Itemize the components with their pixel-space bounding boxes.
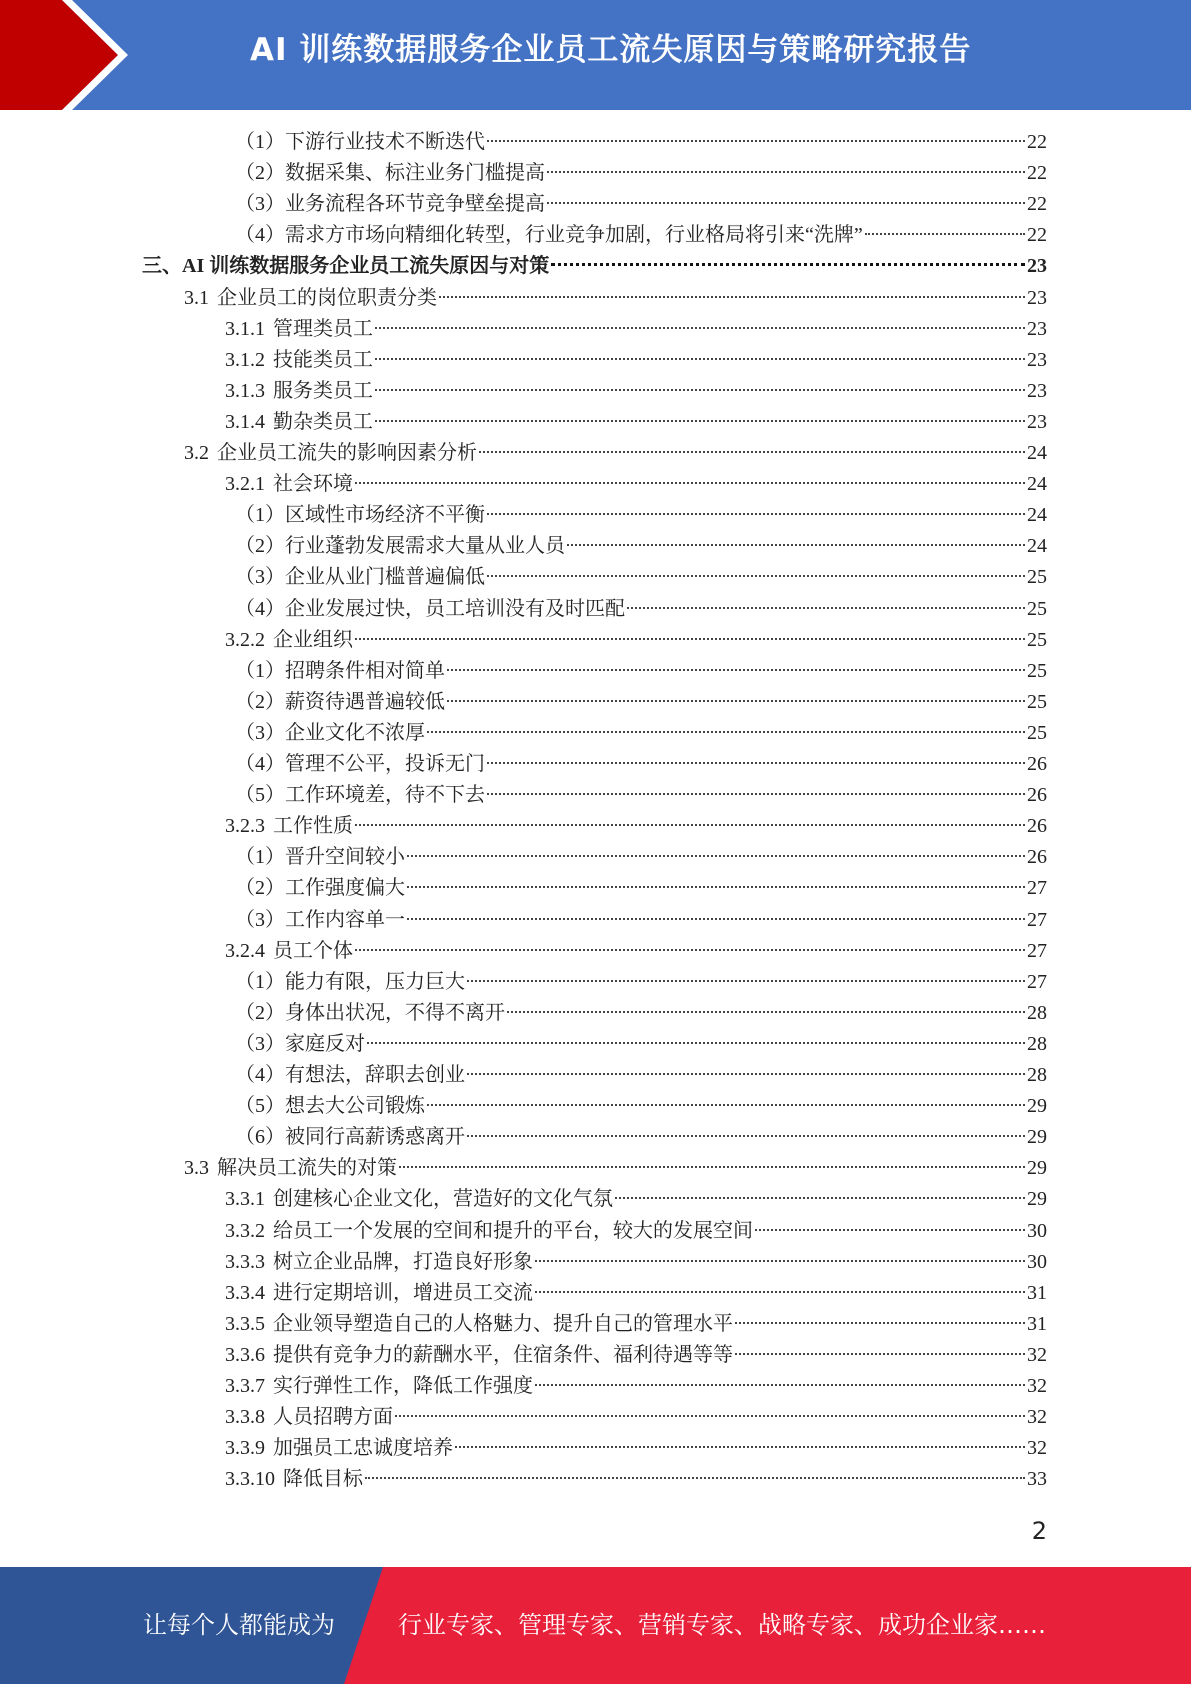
toc-entry-page: 32: [1027, 1343, 1047, 1366]
toc-entry-label: [235, 220, 863, 251]
toc-entry-text: （1）能力有限，压力巨大: [235, 970, 465, 993]
toc-entry[interactable]: [184, 283, 1047, 314]
page-number: 2: [1031, 1517, 1047, 1545]
toc-entry[interactable]: [235, 718, 1047, 749]
header-title: AI 训练数据服务企业员工流失原因与策略研究报告: [250, 32, 972, 68]
toc-entry-text: （6）被同行高薪诱惑离开: [235, 1126, 465, 1149]
toc-entry-page: 25: [1027, 566, 1047, 589]
toc-entry-page: 23: [1027, 317, 1047, 340]
toc-entry[interactable]: [235, 967, 1047, 998]
toc-entry-text: （1）招聘条件相对简单: [235, 659, 445, 682]
toc-entry[interactable]: [225, 314, 1047, 345]
toc-entry-text: （2）身体出状况，不得不离开: [235, 1001, 505, 1024]
toc-entry-label: [225, 345, 373, 376]
toc-entry[interactable]: [142, 251, 1047, 282]
toc-entry-text: （5）想去大公司锻炼: [235, 1095, 425, 1118]
toc-entry-label: [235, 718, 425, 749]
toc-entry-text: 解决员工流失的对策: [217, 1157, 397, 1180]
toc-entry[interactable]: [225, 811, 1047, 842]
toc-entry-page: 28: [1027, 1032, 1047, 1055]
toc-dot-leader: [535, 1384, 1025, 1386]
toc-entry[interactable]: [225, 1402, 1047, 1433]
toc-entry-text: 勤杂类员工: [273, 410, 373, 433]
toc-entry-text: （3）企业文化不浓厚: [235, 721, 425, 744]
toc-entry-page: 25: [1027, 721, 1047, 744]
toc-entry-text: （3）工作内容单一: [235, 908, 405, 931]
toc-entry-text: 加强员工忠诚度培养: [273, 1437, 453, 1460]
toc-entry-text: （4）有想法，辞职去创业: [235, 1064, 465, 1086]
toc-entry-label: [235, 1060, 465, 1091]
toc-dot-leader: [535, 1260, 1025, 1262]
toc-dot-leader: [375, 389, 1025, 391]
toc-entry-number: 3.3.3: [225, 1250, 265, 1273]
toc-entry-page: 29: [1027, 1095, 1047, 1118]
toc-dot-leader: [399, 1166, 1025, 1168]
toc-entry[interactable]: [235, 998, 1047, 1029]
toc-entry-number: 3.2: [184, 442, 209, 464]
toc-entry[interactable]: [235, 127, 1047, 158]
toc-dot-leader: [427, 1104, 1025, 1106]
toc-entry-label: [225, 407, 373, 438]
toc-entry-label: [225, 811, 353, 842]
toc-entry-text: 企业员工的岗位职责分类: [217, 286, 437, 309]
toc-entry[interactable]: [225, 1464, 1047, 1495]
toc-entry-label: [235, 842, 405, 873]
toc-entry-number: 3.1: [184, 286, 209, 309]
toc-entry-label: [225, 625, 353, 656]
toc-dot-leader: [375, 420, 1025, 422]
toc-entry-label: [225, 1464, 363, 1495]
toc-entry-label: [225, 1433, 453, 1464]
toc-dot-leader: [375, 327, 1025, 329]
toc-entry-label: [235, 998, 505, 1029]
toc-dot-leader: [355, 638, 1025, 640]
toc-entry[interactable]: [225, 1433, 1047, 1464]
toc-entry-page: 28: [1027, 1064, 1047, 1086]
toc-entry-label: [225, 1247, 533, 1278]
toc-entry[interactable]: [235, 873, 1047, 904]
toc-entry-page: 31: [1027, 1281, 1047, 1304]
toc-entry-label: [184, 1153, 397, 1184]
toc-entry[interactable]: [235, 1122, 1047, 1153]
toc-dot-leader: [487, 762, 1025, 764]
toc-entry-page: 29: [1027, 1157, 1047, 1180]
toc-dot-leader: [487, 140, 1025, 142]
toc-entry-text: （1）晋升空间较小: [235, 846, 405, 869]
toc-entry-text: 管理类员工: [273, 317, 373, 340]
toc-entry-text: 树立企业品牌，打造良好形象: [273, 1250, 533, 1273]
toc-entry-label: [235, 158, 545, 189]
toc-dot-leader: [355, 949, 1025, 951]
toc-entry-text: （2）薪资待遇普遍较低: [235, 690, 445, 713]
toc-dot-leader: [467, 1135, 1025, 1137]
toc-entry-text: （5）工作环境差，待不下去: [235, 784, 485, 807]
toc-entry-label: [235, 873, 405, 904]
toc-dot-leader: [547, 202, 1025, 204]
toc-entry-number: 3.3.7: [225, 1375, 265, 1397]
toc-entry-label: [235, 1029, 365, 1060]
toc-entry-page: 26: [1027, 846, 1047, 869]
toc-dot-leader: [487, 793, 1025, 795]
toc-entry-text: （4）需求方市场向精细化转型，行业竞争加剧，行业格局将引来“洗牌”: [235, 224, 863, 247]
toc-entry-page: 23: [1027, 255, 1047, 278]
toc-entry-label: [225, 469, 353, 500]
toc-entry-text: 工作性质: [273, 815, 353, 838]
toc-entry[interactable]: [235, 220, 1047, 251]
toc-dot-leader: [567, 544, 1025, 546]
toc-entry-text: 技能类员工: [273, 348, 373, 371]
toc-entry[interactable]: [235, 780, 1047, 811]
toc-entry[interactable]: [225, 1278, 1047, 1309]
toc-entry-label: [225, 1309, 733, 1340]
toc-entry-page: 26: [1027, 753, 1047, 775]
toc-entry-label: [184, 438, 477, 469]
toc-entry-text: 企业员工流失的影响因素分析: [217, 442, 477, 464]
toc-entry-text: 创建核心企业文化，营造好的文化气氛: [273, 1188, 613, 1211]
toc-entry[interactable]: [225, 1184, 1047, 1215]
toc-entry[interactable]: [225, 1216, 1047, 1247]
toc-entry-label: [235, 905, 405, 936]
toc-entry-page: 22: [1027, 162, 1047, 185]
toc-entry-label: [225, 1340, 733, 1371]
toc-entry[interactable]: [225, 1247, 1047, 1278]
toc-entry-page: 24: [1027, 473, 1047, 496]
toc-dot-leader: [551, 263, 1025, 266]
toc-entry[interactable]: [235, 749, 1047, 780]
toc-entry-text: 社会环境: [273, 473, 353, 496]
toc-entry[interactable]: [184, 1153, 1047, 1184]
toc-entry[interactable]: [235, 531, 1047, 562]
toc-entry-label: [235, 687, 445, 718]
toc-entry-text: （4）企业发展过快，员工培训没有及时匹配: [235, 597, 625, 620]
header-red-chevron: [0, 0, 150, 110]
toc-dot-leader: [735, 1353, 1025, 1355]
toc-entry-page: 25: [1027, 690, 1047, 713]
toc-dot-leader: [427, 731, 1025, 733]
toc-entry-page: 24: [1027, 504, 1047, 527]
toc-entry-page: 24: [1027, 535, 1047, 558]
toc-entry-text: 人员招聘方面: [273, 1406, 393, 1429]
toc-entry-text: （3）家庭反对: [235, 1032, 365, 1055]
toc-entry-label: [235, 189, 545, 220]
toc-entry-page: 27: [1027, 939, 1047, 962]
toc-entry[interactable]: [225, 625, 1047, 656]
toc-entry[interactable]: [184, 438, 1047, 469]
toc-entry-label: [225, 1371, 533, 1402]
toc-entry-label: [235, 967, 465, 998]
toc-entry-page: 24: [1027, 442, 1047, 464]
toc-entry-page: 27: [1027, 877, 1047, 900]
toc-entry-number: 3.1.1: [225, 317, 265, 340]
toc-dot-leader: [467, 980, 1025, 982]
toc-entry[interactable]: [235, 687, 1047, 718]
toc-entry-text: （3）企业从业门槛普遍偏低: [235, 566, 485, 589]
toc-dot-leader: [627, 607, 1025, 609]
toc-dot-leader: [407, 886, 1025, 888]
toc-entry-text: （2）行业蓬勃发展需求大量从业人员: [235, 535, 565, 558]
toc-entry[interactable]: [235, 905, 1047, 936]
toc-entry-number: 3.1.3: [225, 379, 265, 402]
toc-entry-label: [225, 1278, 533, 1309]
toc-entry-text: 降低目标: [283, 1468, 363, 1491]
toc-entry-label: [142, 251, 549, 282]
toc-entry-page: 29: [1027, 1188, 1047, 1211]
toc-entry-label: [235, 1122, 465, 1153]
toc-entry-label: [235, 594, 625, 625]
toc-entry[interactable]: [225, 376, 1047, 407]
toc-dot-leader: [865, 233, 1025, 235]
toc-dot-leader: [447, 700, 1025, 702]
toc-dot-leader: [615, 1197, 1025, 1199]
toc-entry[interactable]: [235, 656, 1047, 687]
toc-entry-number: 3.3.8: [225, 1406, 265, 1429]
toc-entry-page: 25: [1027, 628, 1047, 651]
toc-dot-leader: [367, 1042, 1025, 1044]
toc-entry-label: [235, 531, 565, 562]
toc-entry-label: [235, 749, 485, 780]
toc-entry-label: [225, 936, 353, 967]
toc-entry-label: [235, 656, 445, 687]
toc-entry-number: 3.3.2: [225, 1219, 265, 1242]
toc-entry-text: 员工个体: [273, 939, 353, 962]
toc-entry-text: 企业领导塑造自己的人格魅力、提升自己的管理水平: [273, 1312, 733, 1335]
toc-entry-label: [235, 127, 485, 158]
toc-entry-page: 23: [1027, 379, 1047, 402]
toc-entry-text: 提供有竞争力的薪酬水平，住宿条件、福利待遇等等: [273, 1343, 733, 1366]
toc-entry-number: 3.2.4: [225, 939, 265, 962]
toc-entry-page: 32: [1027, 1375, 1047, 1397]
toc-entry[interactable]: [235, 1091, 1047, 1122]
toc-entry-text: （1）区域性市场经济不平衡: [235, 504, 485, 527]
toc-entry[interactable]: [225, 1309, 1047, 1340]
toc-entry-label: [235, 1091, 425, 1122]
toc-entry-label: [225, 1216, 753, 1247]
toc-entry[interactable]: [235, 1029, 1047, 1060]
toc-entry-page: 22: [1027, 131, 1047, 153]
toc-entry[interactable]: [235, 189, 1047, 220]
toc-dot-leader: [467, 1073, 1025, 1075]
toc-entry-text: 进行定期培训，增进员工交流: [273, 1281, 533, 1304]
toc-dot-leader: [407, 918, 1025, 920]
toc-entry-text: （2）数据采集、标注业务门槛提高: [235, 162, 545, 185]
toc-entry-text: 服务类员工: [273, 379, 373, 402]
toc-entry-number: 3.1.2: [225, 348, 265, 371]
toc-entry[interactable]: [225, 1340, 1047, 1371]
toc-entry-number: 3.2.2: [225, 628, 265, 651]
toc-entry-page: 29: [1027, 1126, 1047, 1149]
toc-dot-leader: [507, 1011, 1025, 1013]
toc-entry-page: 30: [1027, 1219, 1047, 1242]
toc-entry-number: 3.3.4: [225, 1281, 265, 1304]
toc-entry-page: 27: [1027, 908, 1047, 931]
toc-entry-label: [225, 1184, 613, 1215]
toc-entry-label: [235, 562, 485, 593]
toc-dot-leader: [487, 513, 1025, 515]
toc-dot-leader: [755, 1229, 1025, 1231]
toc-dot-leader: [479, 451, 1025, 453]
toc-entry-page: 32: [1027, 1437, 1047, 1460]
toc-entry-page: 26: [1027, 815, 1047, 838]
toc-entry-text: （4）管理不公平，投诉无门: [235, 753, 485, 775]
page-footer: [0, 1567, 1191, 1684]
toc-entry-page: 26: [1027, 784, 1047, 807]
toc-entry-label: [225, 1402, 393, 1433]
toc-entry-page: 33: [1027, 1468, 1047, 1491]
toc-dot-leader: [547, 171, 1025, 173]
toc-entry[interactable]: [225, 407, 1047, 438]
toc-entry[interactable]: [235, 1060, 1047, 1091]
toc-entry-label: [235, 500, 485, 531]
toc-entry[interactable]: [225, 936, 1047, 967]
toc-dot-leader: [365, 1477, 1025, 1479]
toc-entry-page: 22: [1027, 224, 1047, 247]
footer-slogan-right: 行业专家、管理专家、营销专家、战略专家、成功企业家……: [398, 1611, 1046, 1639]
toc-entry-page: 32: [1027, 1406, 1047, 1429]
toc-entry-text: 实行弹性工作，降低工作强度: [273, 1375, 533, 1397]
toc-entry-number: 3.3.5: [225, 1312, 265, 1335]
toc-entry-text: （3）业务流程各环节竞争壁垒提高: [235, 193, 545, 216]
toc-entry-text: 给员工一个发展的空间和提升的平台，较大的发展空间: [273, 1219, 753, 1242]
toc-dot-leader: [447, 669, 1025, 671]
toc-dot-leader: [455, 1446, 1025, 1448]
toc-entry[interactable]: [235, 500, 1047, 531]
toc-entry-label: [184, 283, 437, 314]
toc-entry-text: （1）下游行业技术不断迭代: [235, 131, 485, 153]
toc-dot-leader: [535, 1291, 1025, 1293]
toc-entry[interactable]: [235, 158, 1047, 189]
toc-entry-number: 3.3.6: [225, 1343, 265, 1366]
toc-entry-label: [225, 314, 373, 345]
toc-entry-number: 3.1.4: [225, 410, 265, 433]
toc-entry-number: 3.3.9: [225, 1437, 265, 1460]
toc-entry[interactable]: [235, 842, 1047, 873]
toc-dot-leader: [355, 482, 1025, 484]
toc-entry-page: 23: [1027, 286, 1047, 309]
toc-entry-number: 3.3.1: [225, 1188, 265, 1211]
toc-entry-page: 27: [1027, 970, 1047, 993]
toc-entry-page: 28: [1027, 1001, 1047, 1024]
toc-entry[interactable]: [225, 469, 1047, 500]
toc-dot-leader: [487, 575, 1025, 577]
toc-entry-page: 31: [1027, 1312, 1047, 1335]
toc-dot-leader: [735, 1322, 1025, 1324]
toc-entry-page: 22: [1027, 193, 1047, 216]
toc-entry-number: 3.3: [184, 1157, 209, 1180]
toc-dot-leader: [375, 358, 1025, 360]
toc-entry-page: 23: [1027, 348, 1047, 371]
toc-entry-text: 企业组织: [273, 628, 353, 651]
page-header: [0, 0, 1191, 110]
toc-entry[interactable]: [225, 345, 1047, 376]
toc-dot-leader: [407, 855, 1025, 857]
toc-entry[interactable]: [235, 562, 1047, 593]
toc-entry-text: 三、AI 训练数据服务企业员工流失原因与对策: [142, 255, 550, 278]
toc-entry-text: （2）工作强度偏大: [235, 877, 405, 900]
toc-entry-number: 3.3.10: [225, 1468, 275, 1491]
toc-entry[interactable]: [225, 1371, 1047, 1402]
toc-entry-page: 25: [1027, 659, 1047, 682]
toc-entry-page: 30: [1027, 1250, 1047, 1273]
toc-dot-leader: [395, 1415, 1025, 1417]
toc-entry-label: [235, 780, 485, 811]
toc-entry-page: 23: [1027, 410, 1047, 433]
toc-entry[interactable]: [235, 594, 1047, 625]
toc-dot-leader: [355, 824, 1025, 826]
footer-slogan-left: 让每个人都能成为: [143, 1611, 335, 1639]
toc-entry-number: 3.2.3: [225, 815, 265, 838]
toc-dot-leader: [439, 296, 1025, 298]
toc-entry-number: 3.2.1: [225, 473, 265, 496]
toc-entry-label: [225, 376, 373, 407]
toc-entry-page: 25: [1027, 597, 1047, 620]
